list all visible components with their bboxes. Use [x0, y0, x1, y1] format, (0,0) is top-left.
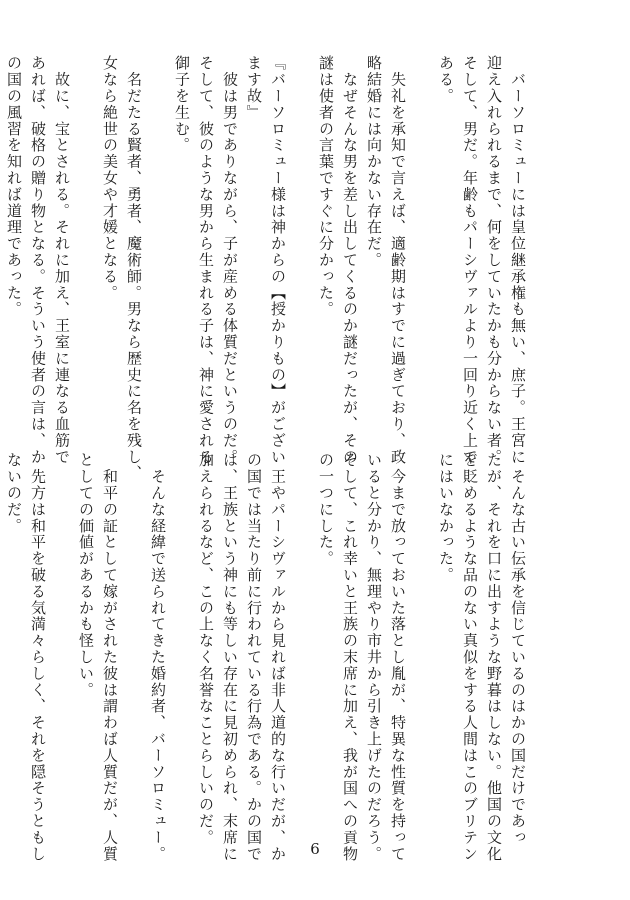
- text-line: いると分かり、無理やり市井から引き上げたのだろう。: [365, 452, 383, 862]
- text-line: そんな経緯で送られてきた婚約者、バーソロミュー。: [149, 452, 167, 862]
- text-line: バーソロミューには皇位継承権も無い、庶子。王宮に: [509, 55, 527, 465]
- text-line: 和平の証として嫁がされた彼は謂わば人質だが、人質: [101, 452, 119, 862]
- text-line: の一つにした。: [317, 452, 335, 567]
- text-line: 今まで放っておいた落とし胤が、特異な性質を持って: [389, 452, 407, 862]
- text-line: 彼は男でありながら、子が産める体質だというのだ。: [221, 55, 239, 465]
- blank-line: [74, 55, 98, 395]
- text-line: そんな古い伝承を信じているのはかの国だけであっ: [509, 452, 527, 846]
- blank-line: [410, 55, 434, 395]
- text-line: の国の風習を知れば道理であった。: [5, 55, 23, 318]
- text-line: 謎は使者の言葉ですぐに分かった。: [317, 55, 335, 318]
- text-line: ないのだ。: [5, 452, 23, 534]
- text-line: にはいなかった。: [437, 452, 455, 584]
- blank-line: [170, 452, 194, 822]
- text-line: 加えられるなど、この上なく名誉なことらしいのだ。: [197, 452, 215, 846]
- text-line: は、王族という神にも等しい存在に見初められ、末席に: [221, 452, 239, 862]
- blank-line: [122, 452, 146, 822]
- text-line: を貶めるような品のない真似をする人間はこのブリテン: [461, 452, 479, 862]
- text-line: 女なら絶世の美女や才媛となる。: [101, 55, 119, 301]
- blank-line: [50, 452, 74, 822]
- blank-line: [146, 55, 170, 395]
- text-line: あれば、破格の贈り物となる。そういう使者の言は、か: [29, 55, 47, 465]
- text-line: そして、彼のような男から生まれる子は、神に愛される: [197, 55, 215, 465]
- text-line: 御子を生む。: [173, 55, 191, 154]
- blank-line: [410, 452, 434, 822]
- text-line: 略結婚には向かない存在だ。: [365, 55, 383, 269]
- text-line: そして、男だ。年齢もパーシヴァルより一回り近く上で: [461, 55, 479, 465]
- text-line: なぜそんな男を差し出してくるのか謎だったが、その: [341, 55, 359, 465]
- text-line: としての価値があるかも怪しい。: [77, 452, 95, 698]
- page-number: 6: [310, 840, 320, 858]
- text-line: たが、それを口に出すような野暮はしない。他国の文化: [485, 452, 503, 862]
- text-line: 故に、宝とされる。それに加え、王室に連なる血筋で: [53, 55, 71, 465]
- blank-line: [290, 452, 314, 822]
- text-line: ます故』: [245, 55, 263, 121]
- text-line: 王やパーシヴァルから見れば非人道的な行いだが、か: [269, 452, 287, 862]
- text-line: 『バーソロミュー様は神からの【授かりもの】がござい: [269, 55, 287, 465]
- text-line: そして、これ幸いと王族の末席に加え、我が国への貢物: [341, 452, 359, 862]
- text-line: 名だたる賢者、勇者、魔術師。男なら歴史に名を残し、: [125, 55, 143, 482]
- blank-line: [290, 55, 314, 395]
- bottom-text-block: [5, 452, 530, 862]
- text-line: の国では当たり前に行われている行為である。かの国で: [245, 452, 263, 862]
- text-line: 迎え入れられるまで、何をしていたかも分からない者。: [485, 55, 503, 465]
- text-line: ある。: [437, 55, 455, 105]
- text-line: 先方は和平を破る気満々らしく、それを隠そうともし: [29, 452, 47, 862]
- top-text-block: [5, 55, 530, 482]
- text-line: 失礼を承知で言えば、適齢期はすでに過ぎており、政: [389, 55, 407, 465]
